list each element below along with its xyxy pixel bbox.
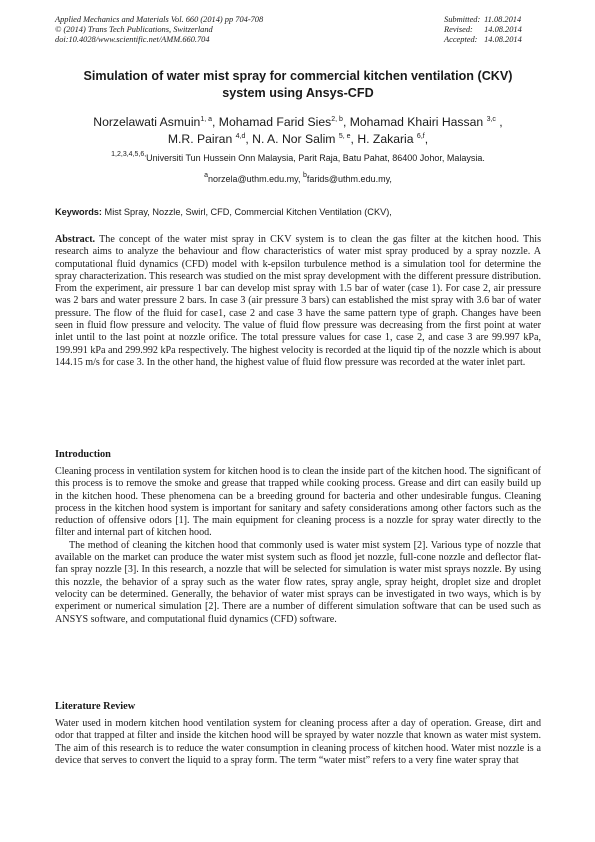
author-affiliation-mark: 2, b: [331, 116, 343, 123]
title-line-1: Simulation of water mist spray for commercial kitchen ventilation (CKV): [83, 69, 513, 83]
email-mark: a: [204, 172, 208, 179]
affiliation: [55, 153, 541, 164]
affiliation-mark: 1,2,3,4,5,6,: [111, 151, 147, 158]
revised-date: 14.08.2014: [484, 25, 522, 34]
keywords-label: Keywords:: [55, 207, 102, 217]
submitted-line: [444, 15, 522, 25]
keywords-text: Mist Spray, Nozzle, Swirl, CFD, Commercial Kitchen Ventilation (CKV),: [101, 207, 392, 217]
email-address: farids@uthm.edu.my,: [306, 174, 392, 184]
author-name: H. Zakaria: [357, 132, 414, 146]
author-name: Mohamad Khairi Hassan: [349, 115, 484, 129]
paragraph: Cleaning process in ventilation system for kitchen hood is to clean the inside part of the kitchen hood. The significant of this process is to remove the smoke and grease that trapped while cooking process. Grease and dirt can easily build up in the kitchen hood. These phenomena can be a breeding ground for bacteria and other undesirable fungus. Cleaning process in the kitchen hood system is important for sanitary and safety considerations among other factors such as the reduction of offensive odors [1]. The main equipment for cleaning process is a nozzle for spray water directly to the filter and internal part of kitchen hood.: [55, 466, 541, 539]
introduction-heading: Introduction: [55, 449, 111, 460]
keywords: [55, 206, 541, 218]
abstract-text: The concept of the water mist spray in CKV system is to clean the gas filter at the kitchen hood. This research aims to analyze the behaviour and flow characteristics of water mist spray produced by a spray nozzle. A computational fluid dynamics (CFD) model with k-epsilon turbulence method is a simulation tool for determine the spray characterization. This research was studied on the mist spray development with the different pressure distribution. From the experiment, air pressure 1 bar can develop mist spray with 1.5 bar of water (case 1). For case 2, air pressure was 2 bars and water pressure 2 bars. In case 3 (air pressure 3 bars) can established the mist spray with 3.6 bar of water pressure. The flow of the fluid for case1, case 2 and case 3 have the same pattern type of graph. Changes have been seen in fluid flow pressure and velocity. The value of fluid flow pressure was decreasing from the first point at water inlet until to the last point at nozzle orifice. The total pressure values for case 1, case 2, and case 3 are 99.997 kPa, 199.991 kPa and 299.992 kPa respectively. The highest velocity is recorded at the liquid tip of the nozzle which is about 144.15 m/s for case 3. In the other hand, the highest value of fluid flow pressure was recorded at the water inlet part.: [55, 234, 541, 368]
abstract-label: Abstract.: [55, 234, 96, 245]
header-right: [444, 15, 522, 45]
paper-title: [55, 68, 541, 102]
literature-review-heading: Literature Review: [55, 701, 136, 712]
accepted-date: 14.08.2014: [484, 35, 522, 44]
accepted-line: [444, 35, 522, 45]
abstract: [55, 234, 541, 369]
author-affiliation-mark: 4,d: [235, 133, 246, 140]
journal-citation: Applied Mechanics and Materials Vol. 660 (2014) pp 704-708: [55, 15, 264, 24]
author-separator: ,: [424, 132, 429, 146]
revised-label: Revised:: [444, 25, 473, 34]
author-name: Norzelawati Asmuin: [93, 115, 201, 129]
literature-review-section: [55, 718, 541, 767]
author-affiliation-mark: 3,c: [486, 116, 496, 123]
title-line-2: system using Ansys-CFD: [222, 86, 374, 100]
doi-line: doi:10.4028/www.scientific.net/AMM.660.704: [55, 35, 210, 44]
paragraph: The method of cleaning the kitchen hood that commonly used is water mist system [2]. Various type of nozzle that available on the market can produce the water mist system such as flood jet nozzle, full-cone nozzle and deflector flat-fan spray nozzle [3]. In this research, a nozzle that will be selected for simulation is water mist sprays nozzle. By using this nozzle, the behavior of a spray such as the water flow rates, spray angle, spray height, droplet size and droplet velocity can be determined. Generally, the behavior of water mist sprays can be investigated in two ways, which is by experiment or numerical simulation [2]. There are a number of different simulation software that can be used such as ANSYS software, and computational fluid dynamics (CFD) software.: [55, 539, 541, 625]
author-affiliation-mark: 1, a: [200, 116, 213, 123]
paragraph: Water used in modern kitchen hood ventilation system for cleaning process after a day of operation. Grease, dirt and odor that trapped at filter and inside the kitchen hood will be sprayed by water nozzle that known as water mist system. The aim of this research is to reduce the water consumption in cleaning process of kitchen hood. Water mist nozzle is a device that serves to convert the liquid to a spray form. The term “water mist” refers to a very fine water spray that: [55, 718, 541, 766]
author-separator: ,: [350, 132, 358, 146]
affiliation-text: Universiti Tun Hussein Onn Malaysia, Parit Raja, Batu Pahat, 86400 Johor, Malaysia.: [146, 153, 485, 163]
revised-line: [444, 25, 522, 35]
author-separator: ,: [342, 115, 350, 129]
email-mark: b: [303, 172, 307, 179]
submitted-date: 11.08.2014: [484, 15, 522, 24]
copyright-line: © (2014) Trans Tech Publications, Switzerland: [55, 25, 213, 34]
submitted-label: Submitted:: [444, 15, 481, 24]
author-separator: ,: [212, 115, 219, 129]
author-separator: ,: [495, 115, 503, 129]
header-left: [55, 15, 263, 45]
accepted-label: Accepted:: [444, 35, 478, 44]
author-affiliation-mark: 5, e: [338, 133, 351, 140]
email-address: norzela@uthm.edu.my,: [207, 174, 303, 184]
author-affiliation-mark: 6,f: [416, 133, 425, 140]
author-name: N. A. Nor Salim: [252, 132, 336, 146]
author-list: [55, 114, 541, 148]
introduction-section: [55, 466, 541, 626]
author-emails: [55, 174, 541, 185]
author-name: Mohamad Farid Sies: [218, 115, 332, 129]
author-separator: ,: [245, 132, 253, 146]
author-name: M.R. Pairan: [167, 132, 233, 146]
